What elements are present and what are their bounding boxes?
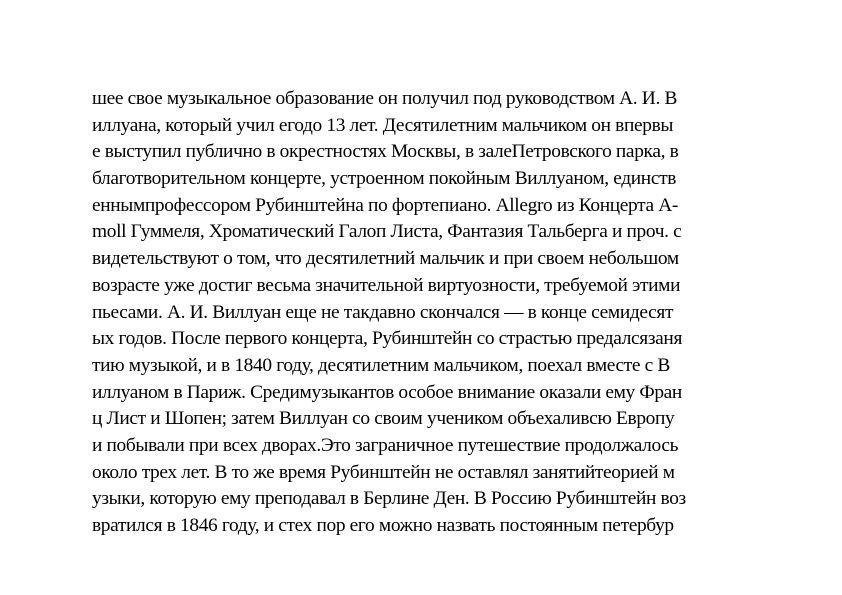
text-line: вратился в 1846 году, и стех пор его можно назвать постоянным петербур xyxy=(92,515,674,536)
text-line: moll Гуммеля, Хроматический Галоп Листа, Фантазия Тальберга и проч. с xyxy=(92,221,682,243)
text-line: пьесами. А. И. Виллуан еще не такдавно скончался — в конце семидесят xyxy=(92,301,674,323)
text-line: тию музыкой, и в 1840 году, десятилетним мальчиком, поехал вместе с В xyxy=(92,354,670,376)
text-line: и побывали при всех дворах.Это заграничное путешествие продолжалось xyxy=(92,434,679,456)
text-line: ых годов. После первого концерта, Рубинштейн со страстью предалсязаня xyxy=(92,328,683,350)
text-line: ц Лист и Шопен; затем Виллуан со своим учеником объехаливсю Европу xyxy=(92,408,675,430)
text-line: благотворительном концерте, устроенном покойным Виллуаном, единств xyxy=(92,168,677,190)
text-line: иллуаном в Париж. Средимузыкантов особое внимание оказали ему Фран xyxy=(92,381,682,403)
text-line: узыки, которую ему преподавал в Берлине Ден. В Россию Рубинштейн воз xyxy=(92,488,686,510)
text-line: еннымпрофессором Рубинштейна по фортепиано. Allegro из Концерта A- xyxy=(92,194,678,216)
text-line: иллуана, который учил егодо 13 лет. Десятилетним мальчиком он впервы xyxy=(92,114,674,136)
body-text xyxy=(92,86,792,540)
text-line: около трех лет. В то же время Рубинштейн не оставлял занятийтеорией м xyxy=(92,461,675,483)
text-line: е выступил публично в окрестностях Москвы, в залеПетровского парка, в xyxy=(92,141,679,163)
text-line: шее свое музыкальное образование он получил под руководством А. И. В xyxy=(92,88,678,109)
text-line: возрасте уже достиг весьма значительной виртуозности, требуемой этими xyxy=(92,274,681,296)
text-line: видетельствуют о том, что десятилетний мальчик и при своем небольшом xyxy=(92,248,679,270)
